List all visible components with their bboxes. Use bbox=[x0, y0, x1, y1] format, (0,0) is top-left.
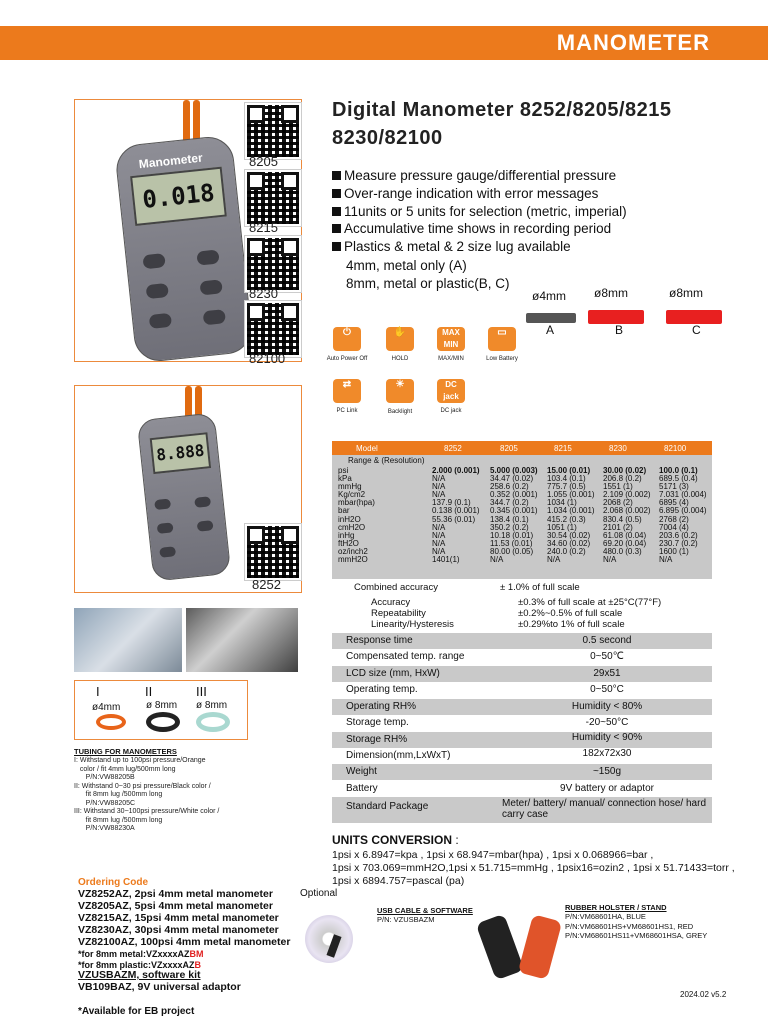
range-cell: 1600 (1) bbox=[659, 546, 689, 556]
range-cell: 30.00 (0.02) bbox=[603, 466, 647, 475]
max-min-icon: MAX MIN bbox=[437, 327, 465, 351]
range-cell: 0.352 (0.001) bbox=[490, 490, 538, 500]
icon-caption: Auto Power Off bbox=[326, 356, 368, 362]
order-line: VZ8215AZ, 15psi 4mm metal manometer bbox=[78, 912, 279, 924]
lug-size-label: ø8mm bbox=[594, 286, 628, 300]
header-banner bbox=[0, 26, 768, 60]
range-cell: 258.6 (0.2) bbox=[490, 482, 529, 492]
header-col: 8252 bbox=[444, 444, 462, 453]
range-cell: 206.8 (0.2) bbox=[603, 474, 642, 484]
header-col: 82100 bbox=[664, 444, 687, 453]
bullet-icon bbox=[332, 207, 341, 216]
qr-label: 8205 bbox=[249, 154, 278, 169]
ordering-title: Ordering Code bbox=[78, 877, 149, 888]
feature-item: Over-range indication with error messages bbox=[332, 186, 598, 201]
unit-label: oz/inch2 bbox=[338, 546, 368, 556]
power-icon: ⏻ bbox=[333, 327, 361, 351]
spec-row: Storage RH% Humidity < 90% bbox=[332, 732, 712, 748]
units-conversion-line: 1psi x 703.069=mmH2O,1psi x 51.715=mmHg , 1psix16=ozin2 , 1psi x 51.71433=torr , bbox=[332, 862, 735, 874]
range-cell: 6.895 (0.004) bbox=[659, 506, 707, 516]
hold-icon: ✋ bbox=[386, 327, 414, 351]
device-button bbox=[197, 520, 214, 532]
range-cell: 2768 (2) bbox=[659, 514, 689, 524]
range-column bbox=[659, 467, 707, 564]
range-cell: 1.055 (0.001) bbox=[547, 490, 595, 500]
qr-code bbox=[245, 236, 301, 292]
tubing-size: ø 8mm bbox=[146, 700, 178, 711]
qr-label: 8252 bbox=[252, 577, 281, 592]
unit-label: inH2O bbox=[338, 514, 361, 524]
tubing-line: P/N:VW88205C bbox=[74, 799, 136, 807]
qr-label: 82100 bbox=[249, 351, 286, 366]
range-cell: 415.2 (0.3) bbox=[547, 514, 586, 524]
range-column bbox=[490, 467, 538, 564]
order-line: VZ82100AZ, 100psi 4mm metal manometer bbox=[78, 936, 291, 948]
spec-row: Weight ~150g bbox=[332, 764, 712, 780]
tubing-line: P/N:VW88205B bbox=[74, 774, 135, 781]
accuracy-label: Accuracy bbox=[371, 597, 411, 608]
tubing-lines bbox=[74, 757, 219, 834]
range-cell: 138.4 (0.1) bbox=[490, 514, 529, 524]
tube-black bbox=[146, 712, 180, 732]
holster-title: RUBBER HOLSTER / STAND bbox=[565, 903, 667, 912]
range-cell: N/A bbox=[432, 490, 446, 500]
order-extra: VB109BAZ, 9V universal adaptor bbox=[78, 981, 241, 993]
qr-code bbox=[245, 103, 301, 159]
bullet-icon bbox=[332, 242, 341, 251]
bullet-icon bbox=[332, 224, 341, 233]
unit-label: mbar(hpa) bbox=[338, 498, 375, 508]
range-cell: N/A bbox=[432, 522, 446, 532]
tubing-label: I bbox=[96, 684, 100, 699]
device-screen: 8.888 bbox=[150, 432, 211, 474]
order-extra: VZUSBAZM, software kit bbox=[78, 969, 201, 981]
range-column bbox=[432, 467, 480, 564]
tubing-title: TUBING FOR MANOMETERS bbox=[74, 747, 177, 756]
header-col: 8205 bbox=[500, 444, 518, 453]
tubing-line: I: Withstand up to 100psi pressure/Orange bbox=[74, 757, 206, 764]
device-button bbox=[199, 279, 222, 295]
range-cell: 137.9 (0.1) bbox=[432, 498, 471, 508]
optional-label: Optional bbox=[300, 888, 338, 899]
icon-caption: HOLD bbox=[391, 356, 409, 362]
tubing-line: fit 8mm lug /500mm long bbox=[74, 791, 163, 798]
device-brand: Manometer bbox=[138, 150, 204, 172]
range-cell: N/A bbox=[432, 530, 446, 540]
unit-label: kPa bbox=[338, 474, 352, 484]
range-cell: N/A bbox=[432, 546, 446, 556]
range-cell: 830.4 (0.5) bbox=[603, 514, 642, 524]
range-cell: 344.7 (0.2) bbox=[490, 498, 529, 508]
unit-label: psi bbox=[338, 466, 349, 475]
spec-table-body bbox=[332, 455, 712, 579]
range-cell: 230.7 (0.2) bbox=[659, 538, 698, 548]
header-col: 8230 bbox=[609, 444, 627, 453]
tube-white bbox=[196, 712, 230, 732]
spec-row: Dimension(mm,LxWxT) 182x72x30 bbox=[346, 748, 632, 761]
usb-pn: P/N: VZUSBAZM bbox=[377, 915, 435, 924]
range-cell: 80.00 (0.05) bbox=[490, 546, 534, 556]
holster-line: P/N:VM68601HS+VM68601HS1, RED bbox=[565, 922, 694, 931]
range-cell: 480.0 (0.3) bbox=[603, 546, 642, 556]
range-cell: 15.00 (0.01) bbox=[547, 466, 591, 475]
range-cell: 1051 (1) bbox=[547, 522, 577, 532]
device-button bbox=[154, 498, 171, 510]
range-cell: N/A bbox=[432, 474, 446, 484]
lug-c-image bbox=[666, 310, 722, 324]
range-cell: 240.0 (0.2) bbox=[547, 546, 586, 556]
lug-letter: A bbox=[546, 323, 555, 337]
range-cell: 100.0 (0.1) bbox=[659, 466, 698, 475]
range-cell: 0.345 (0.001) bbox=[490, 506, 538, 516]
unit-label: cmH2O bbox=[338, 522, 366, 532]
range-cell: 7.031 (0.004) bbox=[659, 490, 707, 500]
pc-link-icon: ⇄ bbox=[333, 379, 361, 403]
spec-row: Battery 9V battery or adaptor bbox=[346, 783, 654, 794]
units-conversion-title: UNITS CONVERSION : bbox=[332, 833, 459, 847]
device-button bbox=[203, 309, 226, 325]
icon-caption: Backlight bbox=[387, 409, 413, 415]
range-cell: 2101 (2) bbox=[603, 522, 633, 532]
dc-jack-icon: DC jack bbox=[437, 379, 465, 403]
feature-item: Accumulative time shows in recording period bbox=[332, 221, 611, 236]
qr-code bbox=[245, 301, 301, 357]
product-title-line2: 8230/82100 bbox=[332, 127, 443, 149]
range-cell: 2068 (2) bbox=[603, 498, 633, 508]
range-cell: 61.08 (0.04) bbox=[603, 530, 647, 540]
qr-code bbox=[245, 170, 301, 226]
bullet-icon bbox=[332, 171, 341, 180]
unit-label: Kg/cm2 bbox=[338, 490, 366, 500]
order-line: VZ8230AZ, 30psi 4mm metal manometer bbox=[78, 924, 279, 936]
banner-title: MANOMETER bbox=[556, 30, 710, 55]
units-conversion-line: 1psi x 6894.757=pascal (pa) bbox=[332, 875, 465, 887]
range-cell: 55.36 (0.01) bbox=[432, 514, 476, 524]
linearity-label: Linearity/Hysteresis bbox=[371, 619, 454, 630]
range-cell: 1034 (1) bbox=[547, 498, 577, 508]
range-cell: N/A bbox=[659, 555, 673, 565]
range-cell: 203.6 (0.2) bbox=[659, 530, 698, 540]
application-photo bbox=[186, 608, 298, 672]
range-cell: 775.7 (0.5) bbox=[547, 482, 586, 492]
range-column bbox=[547, 467, 595, 564]
device-button bbox=[142, 253, 165, 269]
range-cell: 30.54 (0.02) bbox=[547, 530, 591, 540]
range-cell: 6895 (4) bbox=[659, 498, 689, 508]
tubing-size: ø4mm bbox=[92, 702, 121, 713]
device-button bbox=[157, 522, 174, 534]
repeatability-label: Repeatability bbox=[371, 608, 426, 619]
range-cell: N/A bbox=[432, 482, 446, 492]
linearity-value: ±0.29%to 1% of full scale bbox=[518, 619, 625, 630]
holster-image bbox=[518, 914, 563, 980]
tubing-line: P/N:VW88230A bbox=[74, 825, 135, 832]
manometer-device bbox=[114, 134, 254, 363]
usb-title: USB CABLE & SOFTWARE bbox=[377, 906, 473, 915]
tubing-line: fit 8mm lug /500mm long bbox=[74, 816, 163, 824]
range-cell: 5.000 (0.003) bbox=[490, 466, 538, 475]
combined-accuracy-value: ± 1.0% of full scale bbox=[500, 582, 580, 593]
icon-caption: Low Battery bbox=[486, 356, 518, 362]
range-cell: 69.20 (0.04) bbox=[603, 538, 647, 548]
header-col: 8215 bbox=[554, 444, 572, 453]
product-title-line1: Digital Manometer 8252/8205/8215 bbox=[332, 99, 672, 121]
range-label: Range & (Resolution) bbox=[348, 456, 425, 465]
range-cell: 2.068 (0.002) bbox=[603, 506, 651, 516]
range-cell: 11.53 (0.01) bbox=[490, 538, 533, 548]
lug-letter: B bbox=[615, 323, 624, 337]
eb-note: *Available for EB project bbox=[78, 1006, 195, 1017]
device-button bbox=[159, 546, 176, 558]
lug-letter: C bbox=[692, 323, 701, 337]
range-cell: 689.5 (0.4) bbox=[659, 474, 698, 484]
lug-option: 4mm, metal only (A) bbox=[346, 258, 467, 273]
range-cell: 0.138 (0.001) bbox=[432, 506, 480, 516]
range-cell: N/A bbox=[490, 555, 504, 565]
holster-image bbox=[476, 914, 525, 981]
device-button bbox=[146, 283, 169, 299]
order-note: *for 8mm plastic:VZxxxxAZB bbox=[78, 960, 202, 970]
unit-column bbox=[338, 467, 375, 564]
range-cell: 1.034 (0.001) bbox=[547, 506, 595, 516]
tubing-line: II: Withstand 0~30 psi pressure/Black color / bbox=[74, 782, 211, 790]
spec-row: Operating RH% Humidity < 80% bbox=[332, 699, 712, 715]
qr-label: 8230 bbox=[249, 286, 278, 301]
unit-label: mmHg bbox=[338, 482, 362, 492]
spec-table-header bbox=[332, 441, 712, 455]
device-screen: 0.018 bbox=[130, 167, 227, 226]
version-label: 2024.02 v5.2 bbox=[680, 990, 727, 999]
units-conversion-line: 1psi x 6.8947=kpa , 1psi x 68.947=mbar(hpa) , 1psi x 0.068966=bar , bbox=[332, 849, 654, 861]
tubing-label: II bbox=[145, 684, 153, 699]
unit-label: inHg bbox=[338, 530, 355, 540]
device-button bbox=[149, 313, 172, 329]
spec-row: Compensated temp. range 0~50℃ bbox=[346, 651, 624, 662]
range-cell: 7004 (4) bbox=[659, 522, 689, 532]
spec-row: Storage temp. -20~50°C bbox=[346, 717, 629, 728]
feature-item: Plastics & metal & 2 size lug available bbox=[332, 239, 571, 254]
spec-row: Operating temp. 0~50°C bbox=[346, 684, 624, 695]
lug-size-label: ø8mm bbox=[669, 286, 703, 300]
unit-label: ftH2O bbox=[338, 538, 359, 548]
range-cell: 10.18 (0.01) bbox=[490, 530, 534, 540]
tubing-size: ø 8mm bbox=[196, 700, 228, 711]
qr-code bbox=[245, 524, 301, 580]
range-cell: 34.47 (0.02) bbox=[490, 474, 534, 484]
range-cell: 34.60 (0.02) bbox=[547, 538, 591, 548]
spec-row: Standard Package Meter/ battery/ manual/ connection hose/ hard carry case bbox=[332, 797, 712, 823]
range-cell: N/A bbox=[603, 555, 617, 565]
feature-item: Measure pressure gauge/differential pressure bbox=[332, 168, 616, 183]
holster-line: P/N:VM68601HA, BLUE bbox=[565, 912, 646, 921]
range-cell: 1551 (1) bbox=[603, 482, 633, 492]
tubing-label: III bbox=[196, 684, 207, 699]
range-cell: 350.2 (0.2) bbox=[490, 522, 529, 532]
icon-caption: MAX/MIN bbox=[438, 356, 464, 362]
order-line: VZ8252AZ, 2psi 4mm metal manometer bbox=[78, 888, 273, 900]
unit-label: bar bbox=[338, 506, 350, 516]
tubing-line: III: Withstand 30~100psi pressure/White color / bbox=[74, 808, 220, 815]
unit-label: mmH2O bbox=[338, 555, 368, 565]
range-cell: 5171 (3) bbox=[659, 482, 689, 492]
lug-size-label: ø4mm bbox=[532, 289, 566, 303]
manometer-device bbox=[137, 412, 232, 581]
device-button bbox=[194, 496, 211, 508]
spec-row: LCD size (mm, HxW) 29x51 bbox=[332, 666, 712, 682]
battery-icon: ▭ bbox=[488, 327, 516, 351]
tubing-line: color / fit 4mm lug/500mm long bbox=[74, 765, 176, 773]
range-cell: N/A bbox=[432, 538, 446, 548]
lug-a-image bbox=[526, 313, 576, 323]
header-model: Model bbox=[356, 444, 378, 453]
combined-accuracy-label: Combined accuracy bbox=[354, 582, 438, 593]
icon-caption: DC jack bbox=[440, 408, 462, 414]
spec-row: Response time 0.5 second bbox=[332, 633, 712, 649]
lug-option: 8mm, metal or plastic(B, C) bbox=[346, 276, 510, 291]
range-cell: 2.000 (0.001) bbox=[432, 466, 480, 475]
backlight-icon: ☀ bbox=[386, 379, 414, 403]
bullet-icon bbox=[332, 189, 341, 198]
device-button bbox=[196, 249, 219, 265]
range-cell: 103.4 (0.1) bbox=[547, 474, 586, 484]
repeatability-value: ±0.2%~0.5% of full scale bbox=[518, 608, 623, 619]
lug-b-image bbox=[588, 310, 644, 324]
feature-item: 11units or 5 units for selection (metric, imperial) bbox=[332, 204, 627, 219]
qr-label: 8215 bbox=[249, 220, 278, 235]
holster-line: P/N:VM68601HS11+VM68601HSA, GREY bbox=[565, 931, 708, 940]
icon-caption: PC Link bbox=[336, 408, 358, 414]
product-title bbox=[332, 96, 752, 152]
range-cell: 1401(1) bbox=[432, 555, 460, 565]
order-note: *for 8mm metal:VZxxxxAZBM bbox=[78, 949, 204, 959]
range-cell: N/A bbox=[547, 555, 561, 565]
range-column bbox=[603, 467, 651, 564]
accuracy-value: ±0.3% of full scale at ±25°C(77°F) bbox=[518, 597, 662, 608]
tube-orange bbox=[96, 714, 126, 730]
application-photo bbox=[74, 608, 182, 672]
order-line: VZ8205AZ, 5psi 4mm metal manometer bbox=[78, 900, 273, 912]
range-cell: 2.109 (0.002) bbox=[603, 490, 651, 500]
